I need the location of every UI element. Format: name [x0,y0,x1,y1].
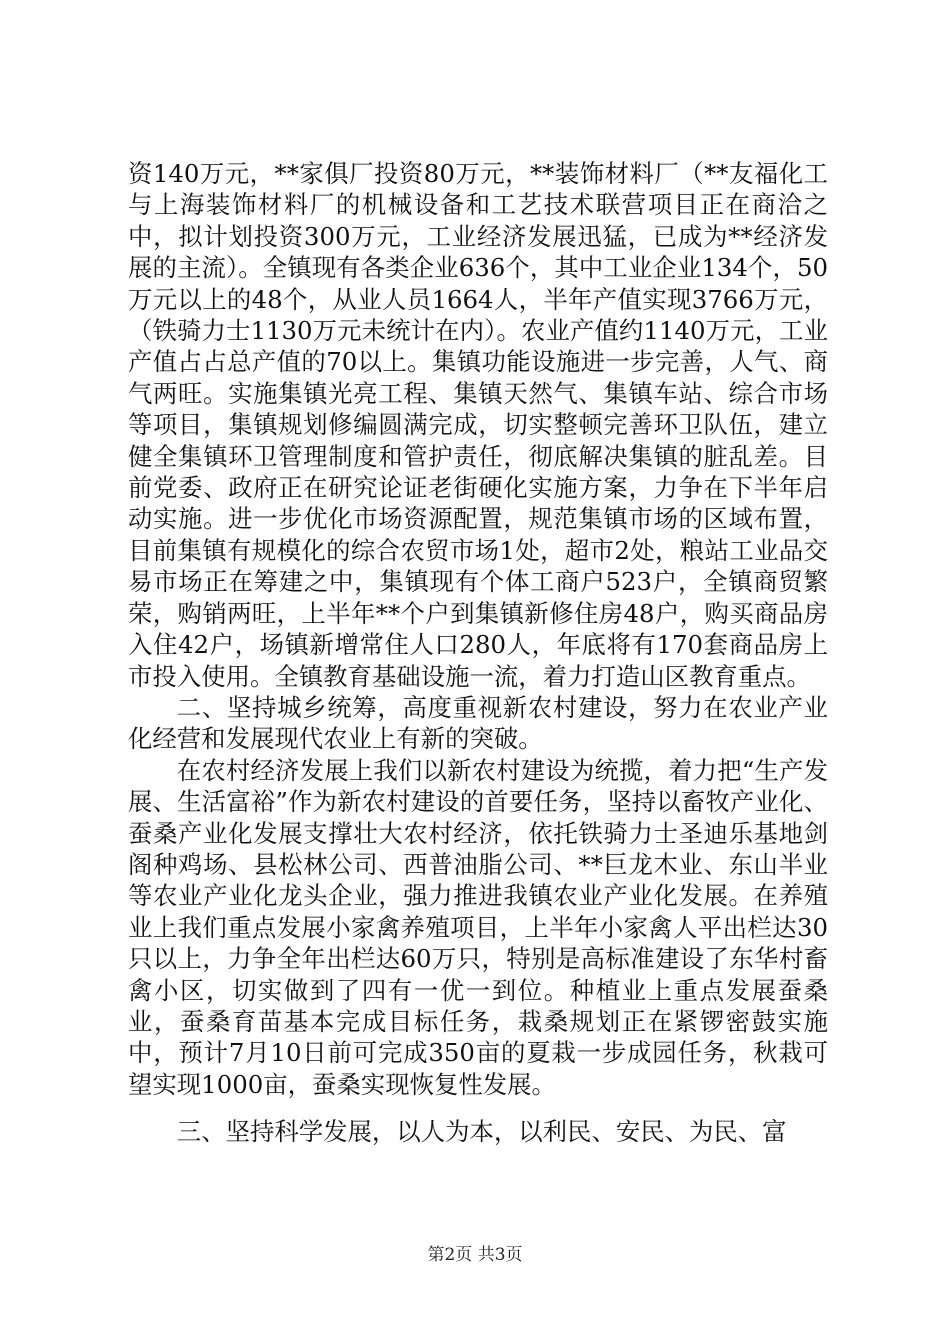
paragraph-gap [128,1100,828,1116]
document-body [128,158,828,1148]
paragraph-continuation: 资140万元，**家俱厂投资80万元，**装饰材料厂（**友福化工与上海装饰材料厂的机械设备和工艺技术联营项目正在商洽之中，拟计划投资300万元，工业经济发展迅猛，已成为**经济发展的主流）。全镇现有各类企业636个，其中工业企业134个，50万元以上的48个，从业人员1664人，半年产值实现3766万元，（铁骑力士1130万元未统计在内）。农业产值约1140万元，工业产值占占总产值的70以上。集镇功能设施进一步完善，人气、商气两旺。实施集镇光亮工程、集镇天然气、集镇车站、综合市场等项目，集镇规划修编圆满完成，切实整顿完善环卫队伍，建立健全集镇环卫管理制度和管护责任，彻底解决集镇的脏乱差。目前党委、政府正在研究论证老街硬化实施方案，力争在下半年启动实施。进一步优化市场资源配置，规范集镇市场的区域布置，目前集镇有规模化的综合农贸市场1处，超市2处，粮站工业品交易市场正在筹建之中，集镇现有个体工商户523户，全镇商贸繁荣，购销两旺，上半年**个户到集镇新修住房48户，购买商品房入住42户，场镇新增常住人口280人，年底将有170套商品房上市投入使用。全镇教育基础设施一流，着力打造山区教育重点。 [128,159,828,691]
paragraph-section-three-heading: 三、坚持科学发展，以人为本，以利民、安民、为民、富 [176,1117,787,1147]
paragraph-section-two-heading: 二、坚持城乡统筹，高度重视新农村建设，努力在农业产业化经营和发展现代农业上有新的突破。 [128,692,828,754]
paragraph-rural-economy: 在农村经济发展上我们以新农村建设为统揽，着力把“生产发展、生活富裕”作为新农村建设的首要任务，坚持以畜牧产业化、蚕桑产业化发展支撑壮大农村经济，依托铁骑力士圣迪乐基地剑阁种鸡场、县松林公司、西普油脂公司、**巨龙木业、东山半业等农业产业化龙头企业，强力推进我镇农业产业化发展。在养殖业上我们重点发展小家禽养殖项目，上半年小家禽人平出栏达30只以上，力争全年出栏达60万只，特别是高标准建设了东华村畜禽小区，切实做到了四有一优一到位。种植业上重点发展蚕桑业，蚕桑育苗基本完成目标任务，栽桑规划正在紧锣密鼓实施中，预计7月10日前可完成350亩的夏栽一步成园任务，秋栽可望实现1000亩，蚕桑实现恢复性发展。 [128,755,828,1099]
page-footer: 第2页 共3页 [427,1245,523,1265]
